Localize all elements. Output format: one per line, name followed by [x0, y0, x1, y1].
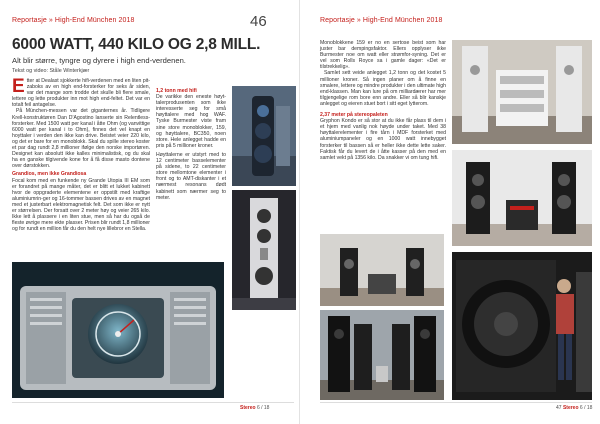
burmester-speaker-photo — [232, 190, 296, 310]
paragraph: Monoblokkene 159 er no en sertose beist som har juster bar dempingsfaktor. Ellers opplyser ikke Burmester noe om watt eller strømfor-syning. Det er vel som Rolls Royce sa i gamle dager: «Det er tilstrekkelig». — [320, 40, 446, 71]
article-subtitle: Alt blir større, tyngre og dyrere i high end-verdenen. — [12, 56, 186, 65]
paragraph: De varikke den eneste høyt-talerprodusenten som ikke interesserte seg for små høyttalere med hog WAF. Tyske Burmester viste fram sine store monoblokker, 159, og høyttalere, BC350, noen store. Hele anlegget hadde en pris på 5 millioner kroner. — [156, 94, 226, 149]
drop-cap: E — [12, 76, 25, 97]
footer-page-number: 47 — [556, 405, 562, 411]
speaker-room-photo — [320, 234, 444, 306]
footer-date: 6 / 18 — [579, 405, 593, 411]
byline: Tekst og video: Ståle Winterkjær — [12, 68, 90, 74]
footer — [240, 405, 269, 411]
footer-rule — [12, 402, 294, 403]
intro-paragraph: Etter at Dealast sjokkerte hifi-verdenen med en liten pit-zaboks av en high end-forsterker for seks år siden, var det mange som trodde det skulle bli flere smale, lettere og lette produkter inn mot high end-feltet. Det var en totalt feil antagelse. — [12, 76, 150, 109]
article-title: 6000 WATT, 440 KILO OG 2,8 MILL. — [12, 36, 261, 53]
text-column-right — [320, 40, 446, 161]
paragraph: Samlet sett veide anlegget 1,2 tonn og det kostet 5 millioner kroner. Så ingen planer om å finne en smalere, lettere og mindre produkter i den ultimate high end-klassen. Man kan lure på om milliardærer har mer tilgjengelige rom bore enn andre. Eller så blir kanskje anlegget og eieren stuet bort i sitt eget lytterom. — [320, 70, 447, 107]
paragraph: På München-messen var det giganternes år. Tidligere Krell-konstruktøren Dan D'Agostino lanserte sin Relentless-forsterker. Med 1500 watt per kanal i åtte Ohm (og vanvittige 6000 watt per kanal i to Ohm), finnes det vel knapt en hoyttaler i verden den ikke kan drive. Beistet veier 220 kilo, og det er bare for en monoblokk. Skal du spille stereo koster et par dag rundt 2,8 millioner ifølge den norske importøren. Designet kan absolutt ikke kalles minimalistisk, og du skal ha en ganske tilgivende kone for å få disse masto dontene over dørstokken. — [12, 108, 150, 170]
footer-brand: Stereo — [240, 405, 256, 411]
subwoofer-man-photo — [452, 252, 592, 400]
dagostino-amplifier-photo — [12, 262, 224, 398]
focal-speaker-photo — [232, 86, 296, 186]
section-header: Reportasje » High-End München 2018 — [320, 17, 443, 24]
burmester-rack-photo — [452, 40, 592, 144]
paragraph: Gryphon Kondo er så stor at du ikke får plass til dem i et hjem med vanlig nok høyde under taket. Med 38 høyttalerelementer i fire tårn i MDF forsterket med aluminiumpaneler og en 1000 watt innebygget forsterker til bassen så er heller ikke dette lette saker. Faktisk får du levert de i åtte kasser på den med en samlet vekt på 1356 kilo. Da snakker vi om tung hifi. — [320, 118, 446, 161]
paragraph: Høyttalerne er utstyrt med to 12 centimeter basselementer på sidene, to 22 centimeter store mellomtone elementer i front og to AMT-diskanter i et nærmest resonans dødt kabinett som nærmer seg to meter. — [156, 151, 226, 201]
gryphon-speakers-photo — [452, 150, 592, 246]
footer-date: 6 / 18 — [256, 405, 270, 411]
text-column-1 — [12, 78, 150, 232]
footer-brand: Stereo — [562, 405, 579, 411]
subheading: Grandios, men ikke Grandiosa — [12, 171, 87, 178]
gryphon-towers-photo — [320, 310, 444, 400]
subheading: 2,37 meter på stereopaleten — [320, 112, 388, 119]
text-column-2 — [156, 86, 226, 201]
footer — [556, 405, 592, 411]
page-number: 46 — [250, 13, 267, 30]
section-header: Reportasje » High-End München 2018 — [12, 17, 135, 24]
paragraph: Focal kom med en funkende ny Grande Utopia III EM som er forandret på mange måter, det er blitt et lukket kabinett hvor de oppgraderte elementene er oppstilt med kraftige aluminiumrin-ger og 16-tommer bassen drives av en magnet med et justerbart elektromagnetisk felt. Det som ikke er nytt er størrelsen. Der forsatt over 2 meter høy og veier 265 kilo. Ikke lett å plassere i en liten stue, men så har du også de fleste øvrige mere ekte plasser. Prisen blir rundt 1,8 millioner og for rundt en million får du den helt nye lillebror en Stella. — [12, 177, 150, 233]
footer-rule — [320, 402, 592, 403]
right-page — [300, 0, 600, 424]
subheading: 1,2 tonn med hifi — [156, 88, 197, 94]
